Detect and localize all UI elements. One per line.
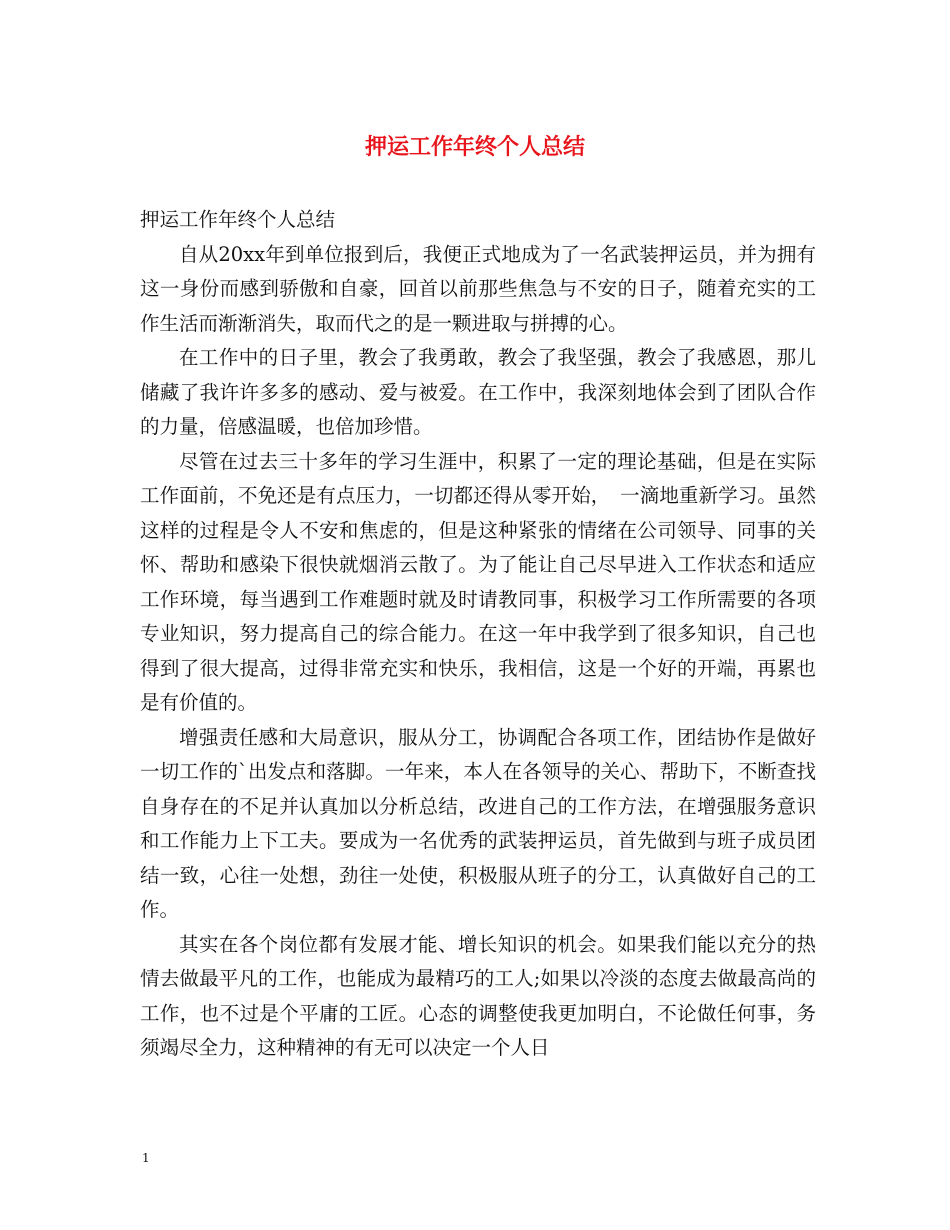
document-body xyxy=(140,203,816,1066)
paragraph-4: 增强责任感和大局意识，服从分工，协调配合各项工作，团结协作是做好一切工作的`出发点和落脚。一年来，本人在各领导的关心、帮助下，不断查找自身存在的不足并认真加以分析总结，改进自己的工作方法，在增强服务意识和工作能力上下工夫。要成为一名优秀的武装押运员，首先做到与班子成员团结一致，心往一处想，劲往一处使，积极服从班子的分工，认真做好自己的工作。 xyxy=(140,725,816,921)
paragraph-2: 在工作中的日子里，教会了我勇敢，教会了我坚强，教会了我感恩，那儿储藏了我许许多多的感动、爱与被爱。在工作中，我深刻地体会到了团队合作的力量，倍感温暖，也倍加珍惜。 xyxy=(140,346,816,438)
paragraph-3: 尽管在过去三十多年的学习生涯中，积累了一定的理论基础，但是在实际工作面前，不免还是有点压力，一切都还得从零开始， 一滴地重新学习。虽然这样的过程是令人不安和焦虑的，但是这种紧张的情绪在公司领导、同事的关怀、帮助和感染下很快就烟消云散了。为了能让自己尽早进入工作状态和适应工作环境，每当遇到工作难题时就及时请教同事，积极学习工作所需要的各项专业知识，努力提高自己的综合能力。在这一年中我学到了很多知识，自己也得到了很大提高，过得非常充实和快乐，我相信，这是一个好的开端，再累也是有价值的。 xyxy=(140,449,816,714)
document-title: 押运工作年终个人总结 xyxy=(364,134,585,160)
page-number: 1 xyxy=(142,1151,150,1165)
document-subtitle: 押运工作年终个人总结 xyxy=(140,208,336,231)
paragraph-5: 其实在各个岗位都有发展才能、增长知识的机会。如果我们能以充分的热情去做最平凡的工作，也能成为最精巧的工人;如果以冷淡的态度去做最高尚的工作，也不过是个平庸的工匠。心态的调整使我更加明白，不论做任何事，务须竭尽全力，这种精神的有无可以决定一个人日 xyxy=(140,932,816,1059)
paragraph-1: 自从20xx年到单位报到后，我便正式地成为了一名武装押运员，并为拥有这一身份而感到骄傲和自豪，回首以前那些焦急与不安的日子，随着充实的工作生活而渐渐消失，取而代之的是一颗进取与拼搏的心。 xyxy=(140,242,816,335)
